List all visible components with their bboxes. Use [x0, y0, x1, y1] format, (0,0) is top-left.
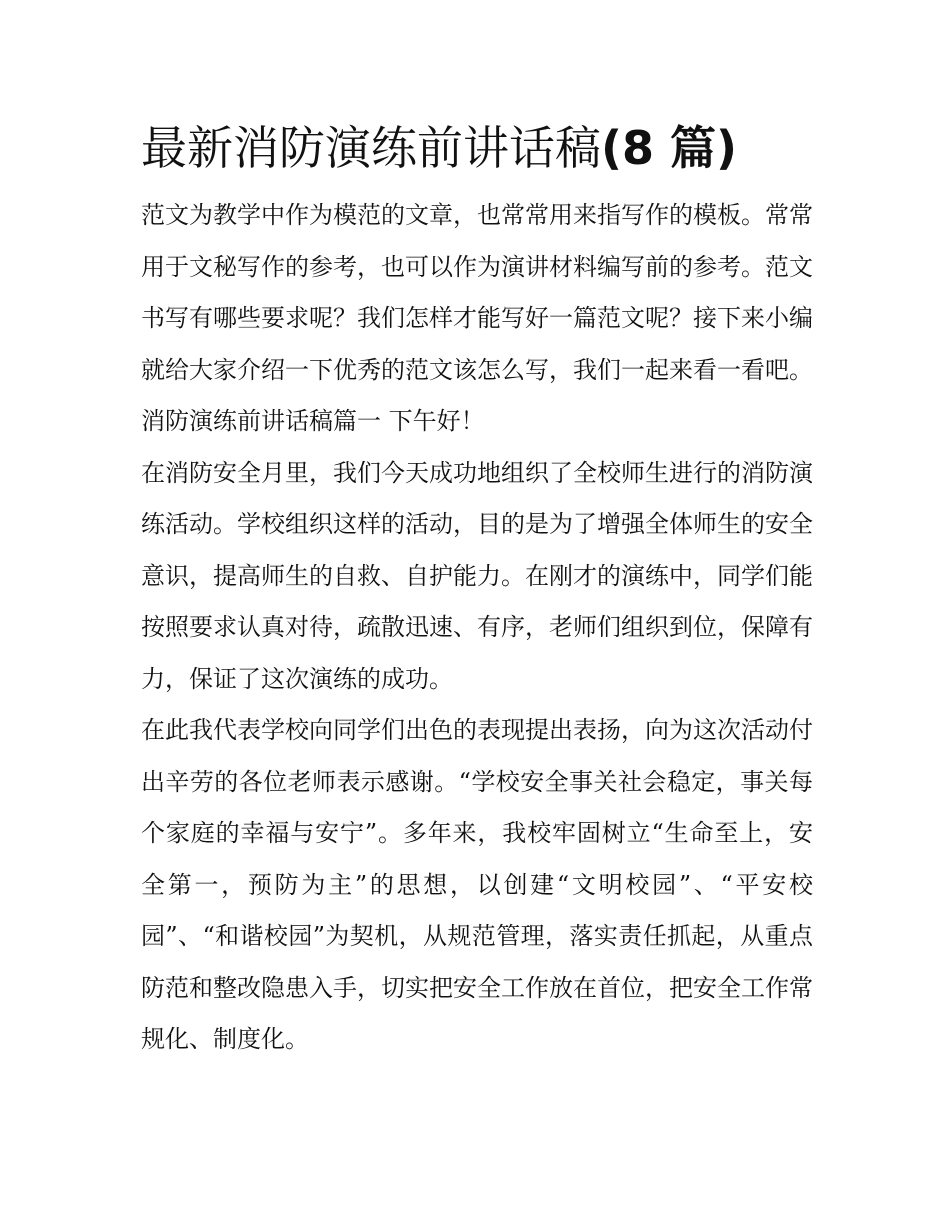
document-page — [141, 112, 813, 1066]
section-heading-paragraph: 消防演练前讲话稿篇一 下午好！ — [141, 407, 485, 435]
body-paragraph: 在消防安全月里，我们今天成功地组织了全校师生进行的消防演练活动。学校组织这样的活动，目的是为了增强全体师生的安全意识，提高师生的自救、自护能力。在刚才的演练中，同学们能按照要求认真对待，疏散迅速、有序，老师们组织到位，保障有力，保证了这次演练的成功。 — [141, 458, 813, 693]
intro-paragraph: 范文为教学中作为模范的文章，也常常用来指写作的模板。常常用于文秘写作的参考，也可以作为演讲材料编写前的参考。范文书写有哪些要求呢？我们怎样才能写好一篇范文呢？接下来小编就给大家介绍一下优秀的范文该怎么写，我们一起来看一看吧。 — [141, 201, 813, 384]
title-suffix: (8 篇) — [601, 121, 738, 175]
body-paragraph: 在此我代表学校向同学们出色的表现提出表扬，向为这次活动付出辛劳的各位老师表示感谢。“学校安全事关社会稳定，事关每个家庭的幸福与安宁”。多年来，我校牢固树立“生命至上，安全第一，预防为主”的思想，以创建“文明校园”、“平安校园”、“和谐校园”为契机，从规范管理，落实责任抓起，从重点防范和整改隐患入手，切实把安全工作放在首位，把安全工作常规化、制度化。 — [141, 716, 813, 1053]
title-main: 最新消防演练前讲话稿 — [141, 121, 601, 175]
document-title — [141, 112, 813, 184]
